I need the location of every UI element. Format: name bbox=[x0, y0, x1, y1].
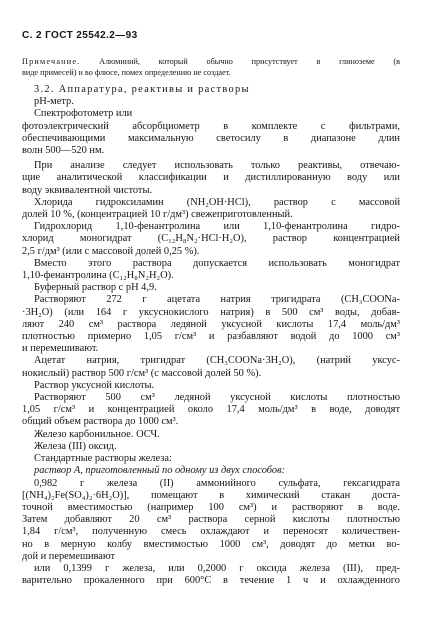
text-line: Железо карбонильное. ОСЧ. bbox=[34, 428, 160, 440]
text-line: 1,84 г/см³, полученную смесь охлаждают и переносят количествен- bbox=[22, 526, 400, 538]
text-line: Буферный раствор с pH 4,9. bbox=[34, 282, 157, 294]
text-line: 1,10-фенантролина (C₁₂H₈N₂H₂O). bbox=[22, 270, 174, 282]
text-line: ·3H₂O) (или 164 г уксуснокислого натрия) в 500 см³ воды, добав- bbox=[22, 306, 400, 318]
text-line: щие аналитической классификации и дистиллированную воду или bbox=[22, 172, 400, 184]
text-line: При анализе следует использовать только реактивы, отвечаю- bbox=[34, 160, 400, 172]
page-header: С. 2 ГОСТ 25542.2—93 bbox=[22, 30, 138, 41]
text-line: волн 500—520 нм. bbox=[22, 145, 105, 157]
note-block bbox=[22, 56, 400, 78]
section-title: Аппаратура, реактивы и растворы bbox=[58, 84, 250, 95]
text-line: Гидрохлорид 1,10-фенантролина или 1,10-фенантролина гидро- bbox=[34, 221, 400, 233]
text-line: 2,5 г/дм³ (или с массовой долей 0,25 %). bbox=[22, 245, 200, 257]
text-line: Раствор уксусной кислоты. bbox=[34, 379, 155, 391]
text-line: Спектрофотометр или bbox=[34, 108, 133, 120]
text-line: нокислый) раствор 500 г/см³ (с массовой долей 50 %). bbox=[22, 367, 262, 379]
text-line: Хлорида гидроксиламин (NH₂OH·HCl), раствор с массовой bbox=[34, 196, 400, 208]
text-line: воду эквивалентной чистоты. bbox=[22, 184, 153, 196]
note-line: Примечание. Алюминий, который обычно присутствует в глиноземе (в bbox=[22, 57, 400, 66]
text-line: Вместо этого раствора допускается использовать моногидрат bbox=[34, 257, 400, 269]
text-line: Стандартные растворы железа: bbox=[34, 453, 172, 465]
text-line: 0,982 г железа (II) аммонийного сульфата, гексагидрата bbox=[34, 477, 400, 489]
note-label: Примечание. bbox=[22, 57, 81, 66]
text-line: плотностью примерно 1,05 г/см³ и разбавляют водой до 1000 см³ bbox=[22, 331, 400, 343]
document-body bbox=[22, 84, 400, 587]
text-line: ляют 240 см³ раствора ледяной уксусной кислоты 17,4 моль/дм³ bbox=[22, 318, 400, 330]
text-line: долей 10 %, (концентрацией 10 г/дм³) свежеприготовленный. bbox=[22, 209, 293, 221]
text-line: pH-метр. bbox=[34, 96, 74, 108]
text-line: дой и перемешивают bbox=[22, 550, 116, 562]
text-line: обеспечивающими максимальную светосилу в диапазоне длин bbox=[22, 132, 400, 144]
text-line: раствор А, приготовленный по одному из двух способов: bbox=[34, 465, 286, 477]
text-line: варительно прокаленного при 600°С в течение 1 ч и охлажденного bbox=[22, 575, 400, 587]
text-line: Растворяют 272 г ацетата натрия тригидрата (CH₃COONa- bbox=[34, 294, 400, 306]
text-line: и перемешивают. bbox=[22, 343, 99, 355]
text-line: Ацетат натрия, тригидрат (CH₃COONa·3H₂O), (натрий уксус- bbox=[34, 355, 400, 367]
text-line: Растворяют 500 см³ ледяной уксусной кислоты плотностью bbox=[34, 392, 400, 404]
section-number: 3.2. bbox=[34, 84, 55, 95]
text-line: Затем добавляют 20 см³ раствора серной кислоты плотностью bbox=[22, 514, 400, 526]
text-line: фотоэлектрический абсорбциометр в комплекте с фильтрами, bbox=[22, 120, 400, 132]
text-line: 1,05 г/см³ и концентрацией около 17,4 моль/дм³ в воде, доводят bbox=[22, 404, 400, 416]
section-heading bbox=[22, 84, 400, 96]
text-line: но в мерную колбу вместимостью 1000 см³, доводят до метки во- bbox=[22, 538, 400, 550]
text-line: общий объем раствора до 1000 см³. bbox=[22, 416, 179, 428]
text-line: или 0,1399 г железа, или 0,2000 г оксида железа (III), пред- bbox=[34, 562, 400, 574]
text-line: хлорид моногидрат (C₁₂H₈N₂·HCl·H₂O), раствор концентрацией bbox=[22, 233, 400, 245]
text-line: [(NH₄)₂Fe(SO₄)₂·6H₂O)], помещают в химический стакан доста- bbox=[22, 489, 400, 501]
text-line: Железа (III) оксид. bbox=[34, 440, 117, 452]
text-line: точной вместимостью (например 100 см³) и растворяют в воде. bbox=[22, 501, 400, 513]
note-line: виде примесей) и во флюсе, помех определению не создает. bbox=[22, 68, 231, 77]
